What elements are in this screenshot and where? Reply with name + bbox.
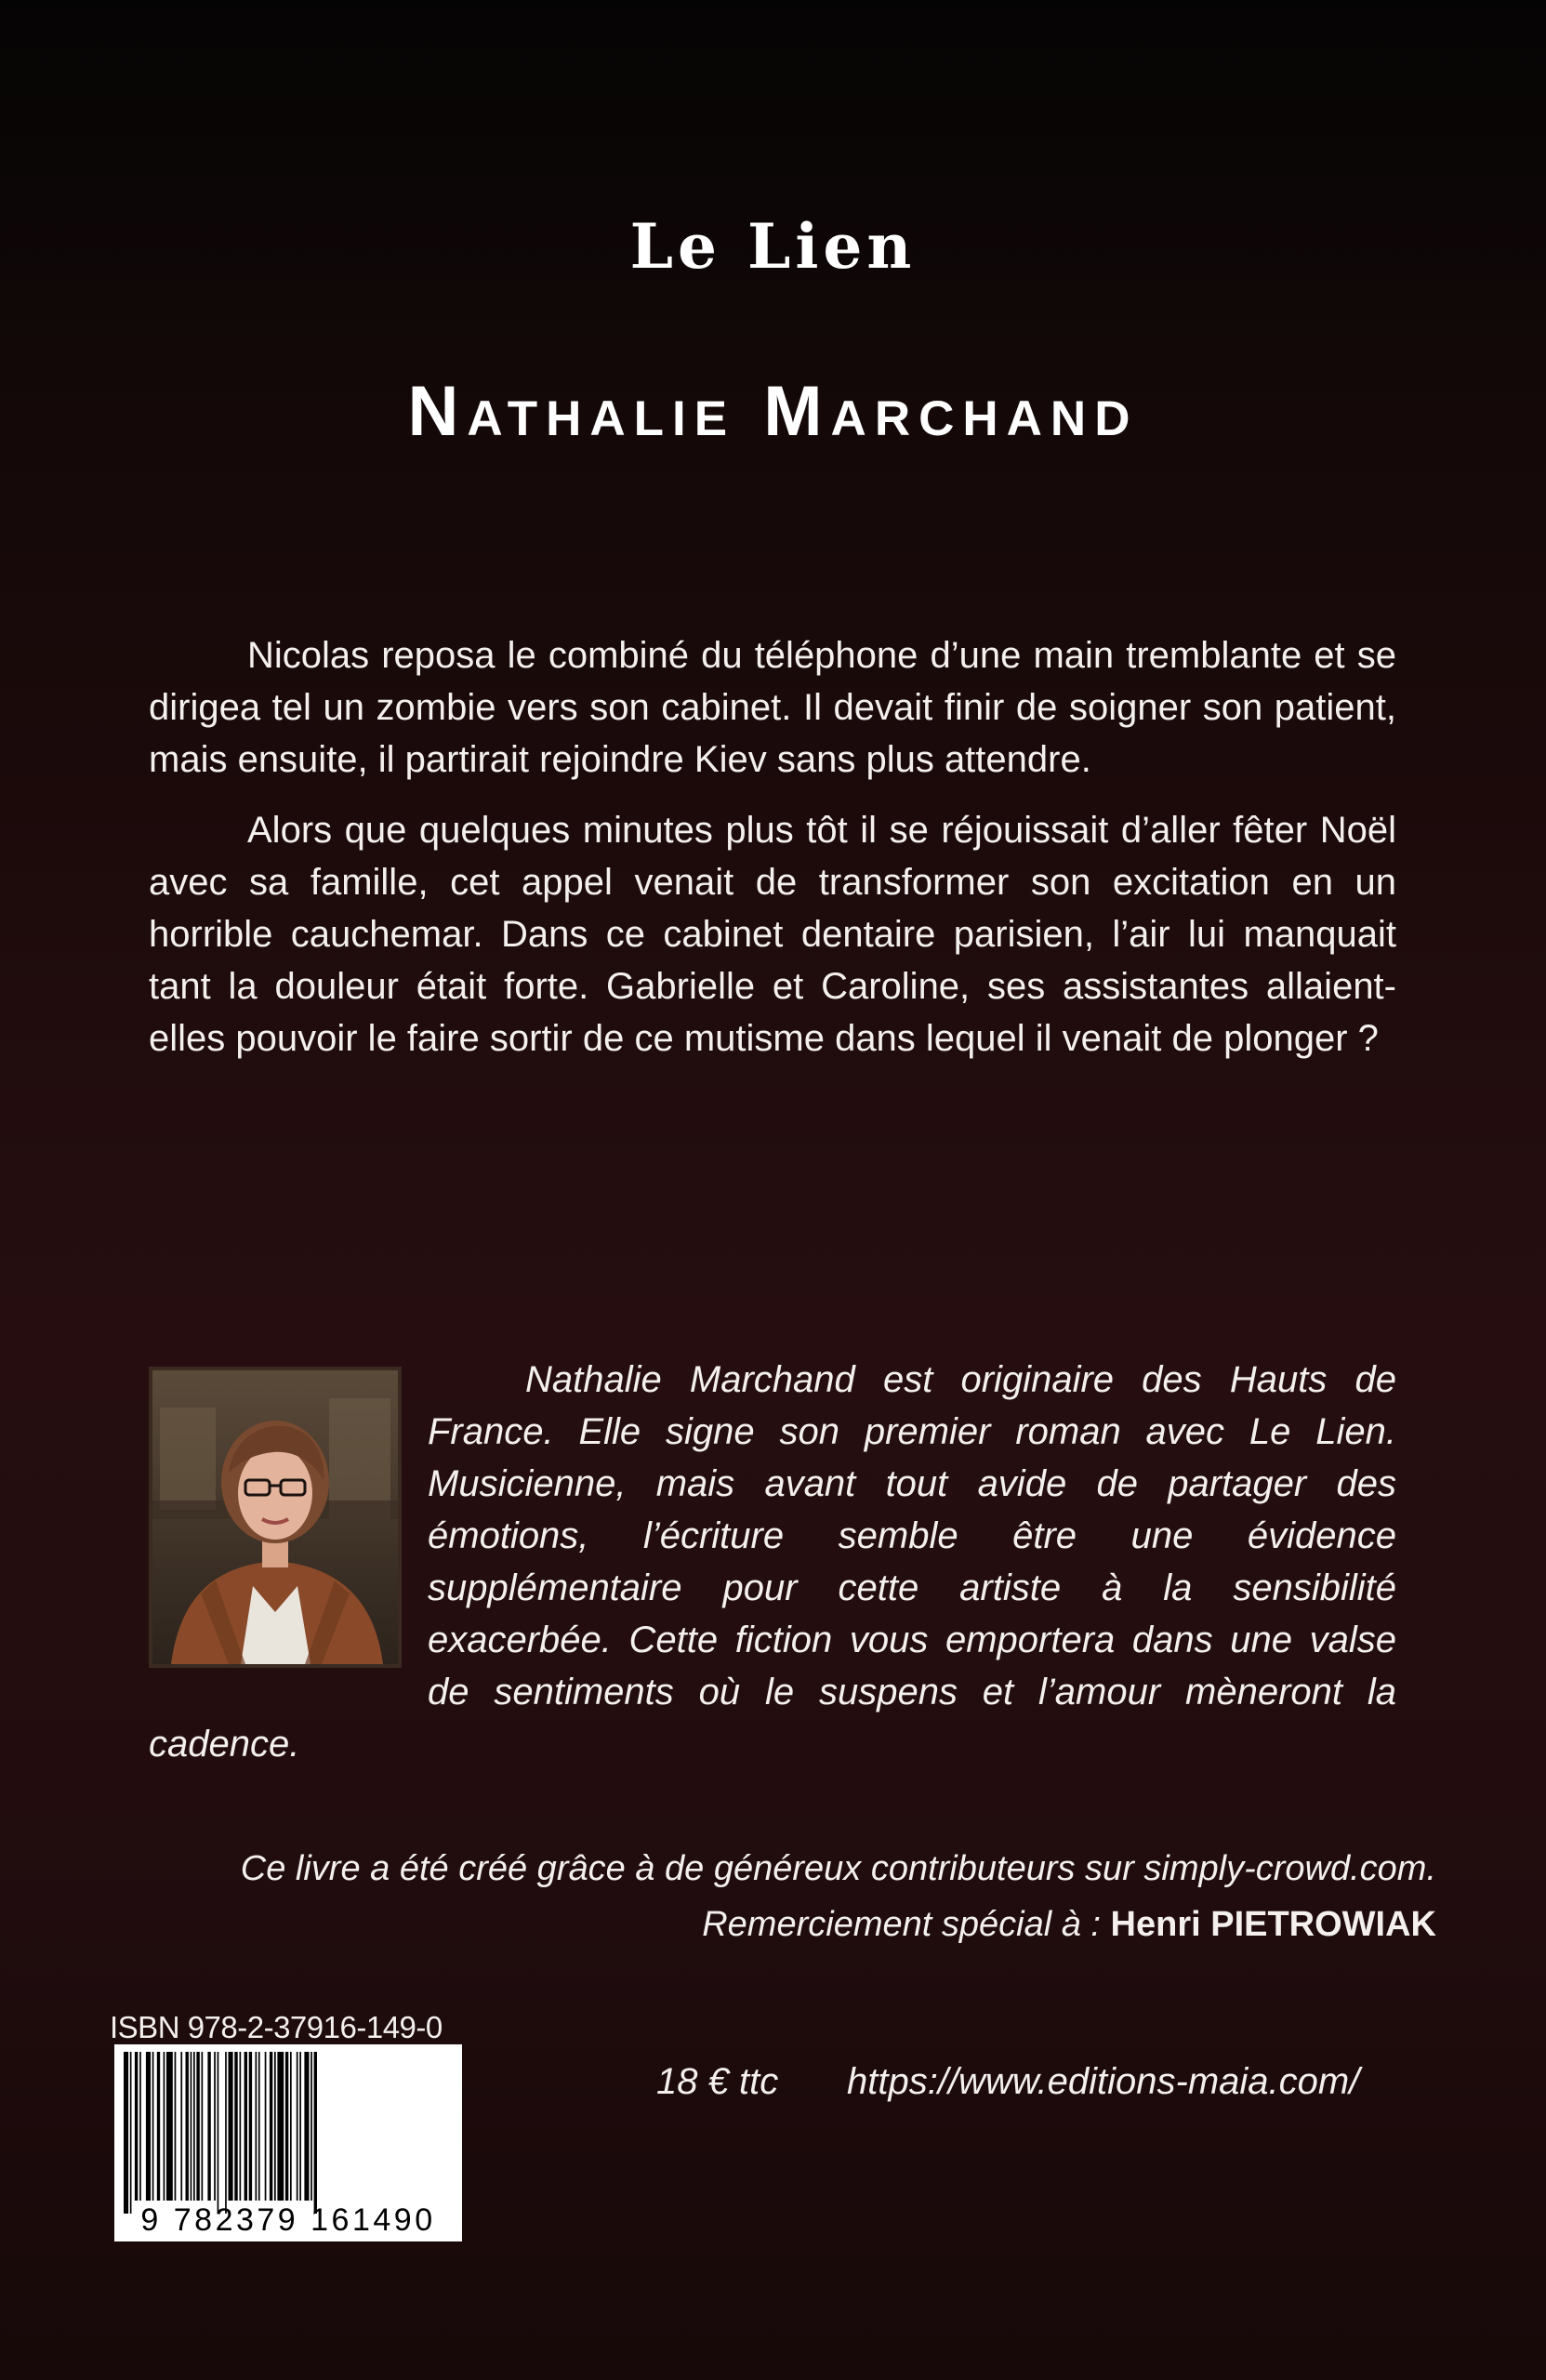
barcode-bar (299, 2052, 301, 2201)
isbn-barcode (114, 2044, 462, 2241)
barcode-bar (157, 2052, 160, 2201)
barcode-bar (202, 2052, 204, 2201)
author-name: Nathalie Marchand (407, 372, 1139, 451)
barcode-bar (314, 2052, 317, 2214)
barcode-bar (175, 2052, 177, 2201)
author-portrait-image (152, 1370, 398, 1664)
barcode-bar (297, 2052, 298, 2201)
barcode-bar (146, 2052, 151, 2201)
blurb-paragraph: Nicolas reposa le combiné du téléphone d’une main tremblante et se dirigea tel un zombie vers son cabinet. Il devait finir de soigner son patient, mais ensuite, il partirait rejoindre Kiev sans plus attendre. (149, 635, 1396, 780)
barcode-bar (265, 2052, 267, 2201)
barcode-bar (193, 2052, 195, 2201)
barcode-bar (234, 2052, 237, 2201)
barcode-bar (258, 2052, 260, 2201)
barcode-bar (274, 2052, 276, 2201)
barcode-bar (290, 2052, 292, 2201)
barcode-bar (180, 2052, 182, 2201)
special-thanks (241, 1897, 1436, 1952)
barcode-bar (191, 2052, 192, 2201)
book-title: Le Lien (629, 210, 917, 283)
isbn-label: ISBN 978-2-37916-149-0 (110, 2010, 443, 2044)
publisher-url[interactable]: https://www.editions-maia.com/ (847, 2061, 1360, 2102)
special-thanks-name: Henri PIETROWIAK (1110, 1905, 1436, 1944)
barcode-bar (214, 2052, 216, 2201)
barcode-bar (285, 2052, 288, 2201)
barcode-bar (304, 2052, 309, 2201)
barcode-bar (124, 2052, 128, 2214)
author-photo (149, 1367, 402, 1668)
barcode-bar (166, 2052, 173, 2201)
barcode-bar (311, 2052, 312, 2201)
crowdfunding-note: Ce livre a été créé grâce à de généreux contributeurs sur simply-crowd.com. (240, 1849, 1436, 1888)
barcode-bar (130, 2052, 132, 2214)
barcode-bar (139, 2052, 141, 2201)
barcode-bar (207, 2052, 210, 2201)
barcode-bar (229, 2052, 233, 2201)
barcode-bar (218, 2052, 219, 2214)
barcode-bar (164, 2052, 165, 2201)
barcode-bar (225, 2052, 227, 2214)
barcode-bar (277, 2052, 284, 2201)
barcode-bar (152, 2052, 154, 2201)
bio-text: Nathalie Marchand est originaire des Hauts de France. Elle signe son premier roman avec Le Lien. Musicienne, mais avant tout avide de partager des émotions, l’écriture semble être une évidence supplémentaire pour cette artiste à la sensibilité exacerbée. Cette fiction vous emportera dans une valse de sentiments où le suspens et l’amour mèneront la cadence. (149, 1359, 1396, 1765)
barcode-bar (240, 2052, 242, 2201)
barcode-digits: 9 782379 161490 (140, 2202, 436, 2238)
price: 18 € ttc (656, 2061, 779, 2102)
barcode-bar (256, 2052, 258, 2201)
barcode-bar (135, 2052, 138, 2201)
author-bio (149, 1354, 1396, 1770)
barcode-bar (196, 2052, 199, 2201)
book-blurb (149, 629, 1396, 1083)
blurb-paragraph: Alors que quelques minutes plus tôt il se réjouissait d’aller fêter Noël avec sa famille, cet appel venait de transformer son excitation en un horrible cauchemar. Dans ce cabinet dentaire parisien, l’air lui manquait tant la douleur était forte. Gabrielle et Caroline, ses assistantes allaient-elles pouvoir le faire sortir de ce mutisme dans lequel il venait de plonger ? (149, 810, 1396, 1059)
special-thanks-label: Remerciement spécial à : (702, 1905, 1101, 1944)
barcode-bar (270, 2052, 272, 2201)
barcode-bar (186, 2052, 189, 2201)
barcode-bar (244, 2052, 247, 2201)
barcode-bar (249, 2052, 252, 2201)
credits (241, 1841, 1436, 1952)
